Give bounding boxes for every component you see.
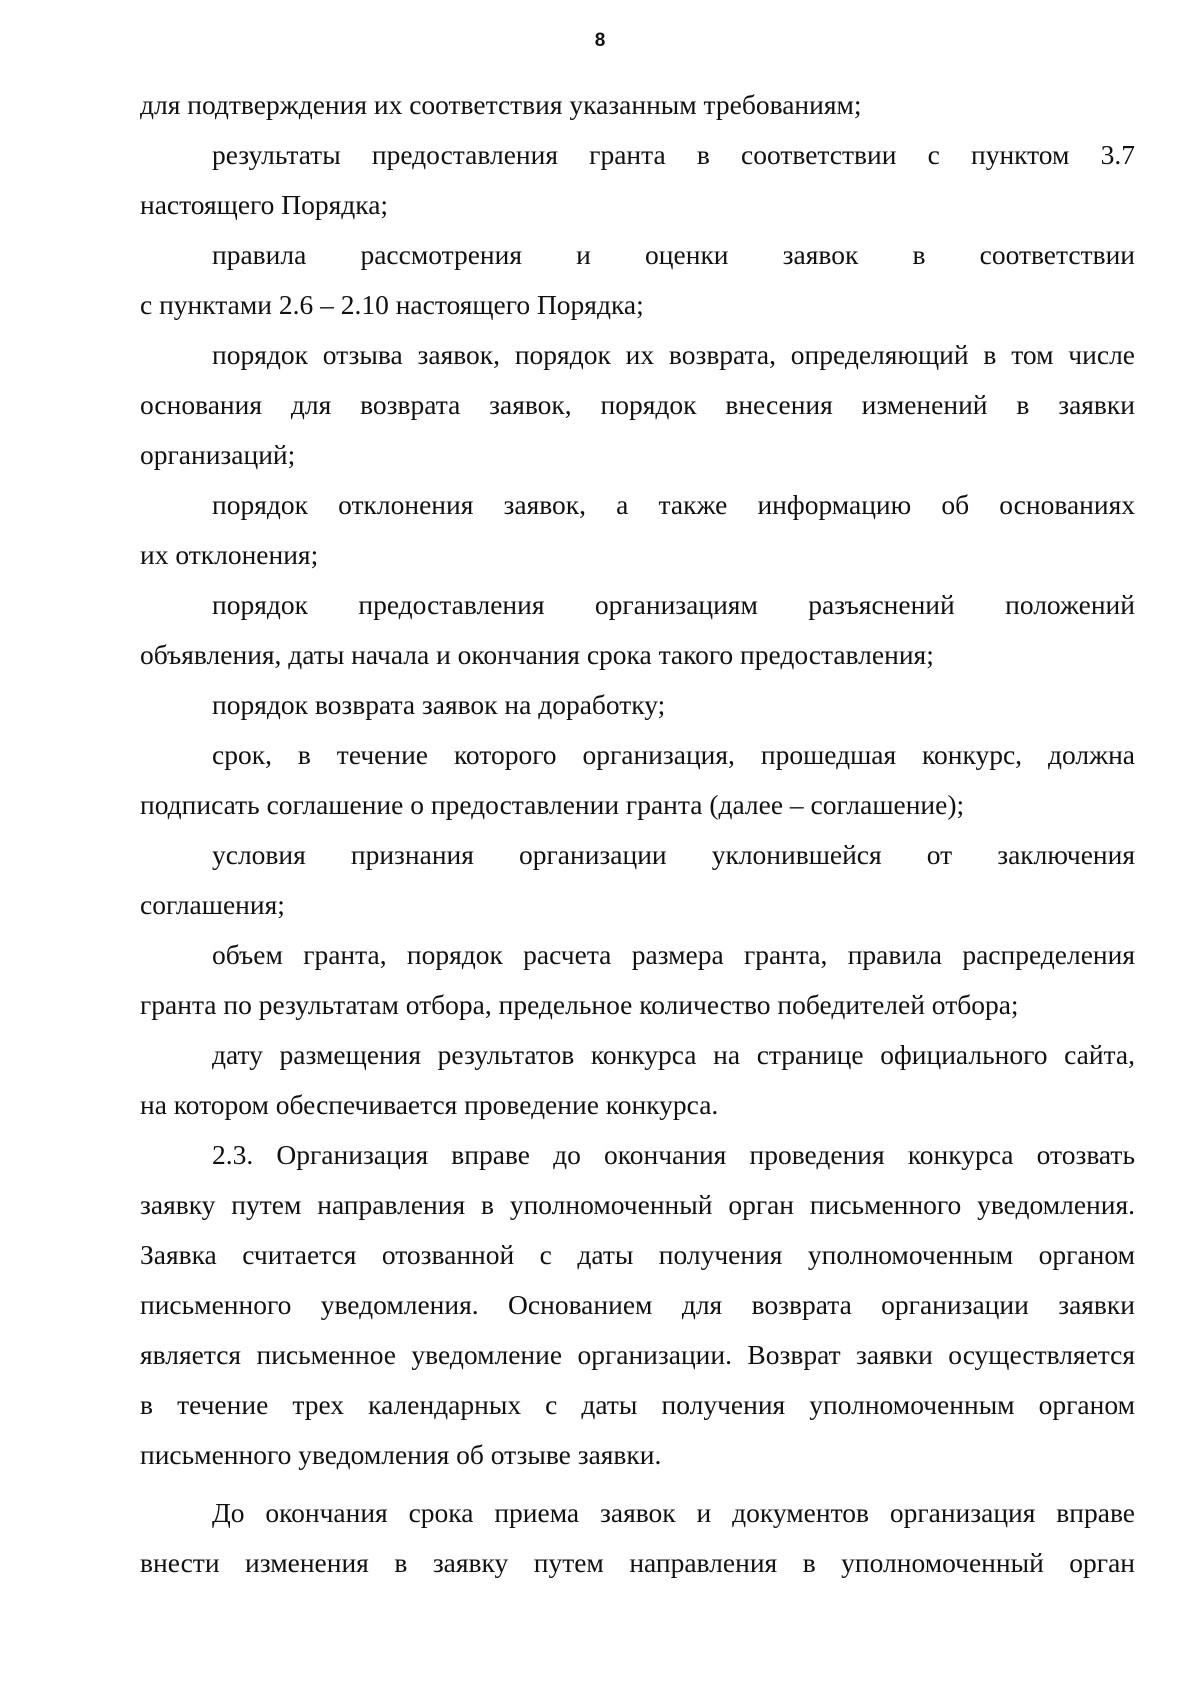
text-line: на котором обеспечивается проведение конкурса. xyxy=(140,1089,719,1120)
text-line: является письменное уведомление организации. Возврат заявки осуществляется xyxy=(140,1339,1135,1370)
document-body xyxy=(140,80,1135,1588)
text-line: порядок отклонения заявок, а также информацию об основаниях xyxy=(212,489,1135,520)
page-number: 8 xyxy=(594,30,606,51)
text-line: настоящего Порядка; xyxy=(140,189,389,220)
text-line: порядок предоставления организациям разъяснений положений xyxy=(212,589,1135,620)
text-line: порядок возврата заявок на доработку; xyxy=(212,689,666,720)
text-line: в течение трех календарных с даты получения уполномоченным органом xyxy=(140,1389,1135,1420)
text-line: с пунктами 2.6 – 2.10 настоящего Порядка; xyxy=(140,289,644,320)
text-line: их отклонения; xyxy=(140,539,319,570)
text-line: гранта по результатам отбора, предельное количество победителей отбора; xyxy=(140,989,1019,1020)
text-line: 2.3. Организация вправе до окончания проведения конкурса отозвать xyxy=(212,1139,1135,1170)
text-line: заявку путем направления в уполномоченный орган письменного уведомления. xyxy=(140,1189,1135,1220)
text-line: правила рассмотрения и оценки заявок в соответствии xyxy=(212,239,1135,270)
text-line: условия признания организации уклонившейся от заключения xyxy=(212,839,1135,870)
text-line: объявления, даты начала и окончания срока такого предоставления; xyxy=(140,639,934,670)
text-line: внести изменения в заявку путем направления в уполномоченный орган xyxy=(140,1547,1135,1578)
text-line: подписать соглашение о предоставлении гранта (далее – соглашение); xyxy=(140,789,965,820)
text-line: порядок отзыва заявок, порядок их возврата, определяющий в том числе xyxy=(212,339,1135,370)
paragraph-gap xyxy=(140,1480,1135,1488)
text-line: Заявка считается отозванной с даты получения уполномоченным органом xyxy=(140,1239,1135,1270)
text-line: письменного уведомления об отзыве заявки. xyxy=(140,1439,662,1470)
text-line: срок, в течение которого организация, прошедшая конкурс, должна xyxy=(212,739,1135,770)
text-line: До окончания срока приема заявок и документов организация вправе xyxy=(212,1497,1135,1528)
text-line: объем гранта, порядок расчета размера гранта, правила распределения xyxy=(212,939,1135,970)
text-line: соглашения; xyxy=(140,889,285,920)
text-line: письменного уведомления. Основанием для возврата организации заявки xyxy=(140,1289,1135,1320)
text-line: основания для возврата заявок, порядок внесения изменений в заявки xyxy=(140,389,1135,420)
text-line: организаций; xyxy=(140,439,296,470)
text-line: результаты предоставления гранта в соответствии с пунктом 3.7 xyxy=(212,139,1135,170)
text-line: дату размещения результатов конкурса на странице официального сайта, xyxy=(212,1039,1135,1070)
text-line: для подтверждения их соответствия указанным требованиям; xyxy=(140,89,862,120)
